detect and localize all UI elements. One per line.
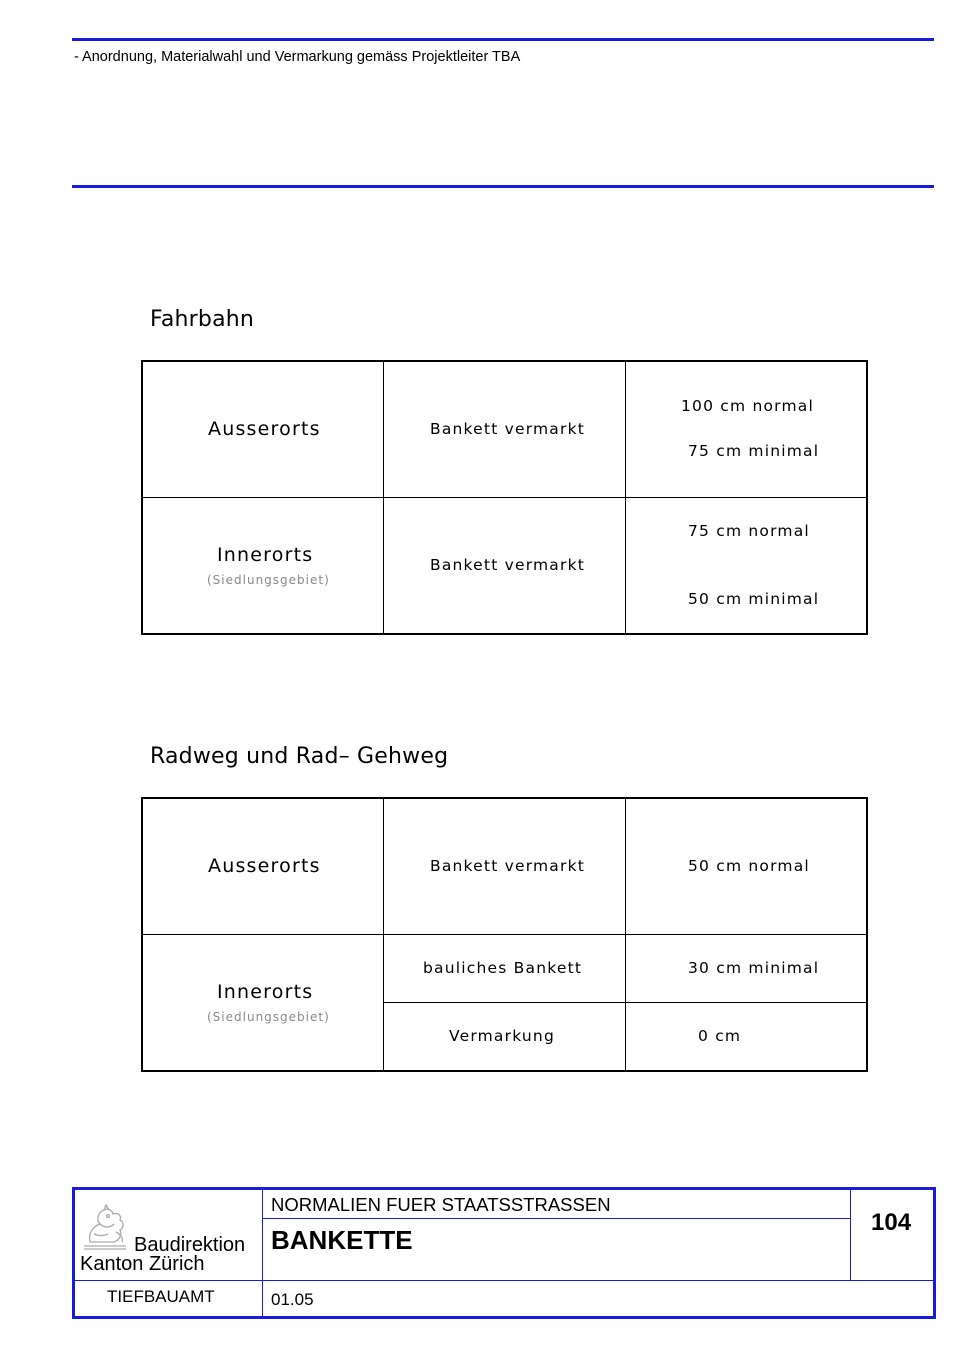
drawing-title: BANKETTE <box>271 1225 413 1255</box>
issue-date: 01.05 <box>271 1290 314 1309</box>
row-divider <box>143 497 866 498</box>
drawing-number: 104 <box>871 1209 912 1236</box>
section-title-radweg: Radweg und Rad– Gehweg <box>150 744 449 769</box>
value-cell: 0 cm <box>698 1027 742 1045</box>
type-cell: Bankett vermarkt <box>430 556 586 574</box>
tb-divider <box>850 1190 851 1280</box>
value-minimal-cell: 50 cm minimal <box>688 590 820 608</box>
row-divider <box>143 934 866 935</box>
type-cell: Vermarkung <box>449 1027 555 1045</box>
header-note: - Anordnung, Materialwahl und Vermarkung gemäss Projektleiter TBA <box>74 49 521 65</box>
lion-crest-icon <box>80 1202 130 1252</box>
location-cell: Innerorts <box>217 544 314 566</box>
location-sub-cell: (Siedlungsgebiet) <box>207 1010 330 1024</box>
radweg-table <box>141 797 868 1072</box>
value-cell: 30 cm minimal <box>688 959 820 977</box>
authority-line1: Baudirektion <box>134 1234 246 1256</box>
location-sub-cell: (Siedlungsgebiet) <box>207 573 330 587</box>
location-cell: Ausserorts <box>208 418 321 440</box>
department: TIEFBAUAMT <box>107 1287 215 1306</box>
location-cell: Ausserorts <box>208 855 321 877</box>
section-title-fahrbahn: Fahrbahn <box>150 307 255 332</box>
sub-row-divider <box>383 1002 866 1003</box>
header-bottom-rule <box>72 185 934 188</box>
authority-line2: Kanton Zürich <box>80 1253 205 1275</box>
tb-divider <box>75 1280 933 1281</box>
title-block <box>72 1187 936 1319</box>
location-cell: Innerorts <box>217 981 314 1003</box>
type-cell: bauliches Bankett <box>423 959 583 977</box>
type-cell: Bankett vermarkt <box>430 420 586 438</box>
series-title: NORMALIEN FUER STAATSSTRASSEN <box>271 1194 611 1215</box>
value-normal-cell: 75 cm normal <box>688 522 810 540</box>
fahrbahn-table <box>141 360 868 635</box>
type-cell: Bankett vermarkt <box>430 857 586 875</box>
tb-divider <box>263 1218 850 1219</box>
value-minimal-cell: 75 cm minimal <box>688 442 820 460</box>
value-cell: 50 cm normal <box>688 857 810 875</box>
tb-divider <box>262 1190 263 1316</box>
value-normal-cell: 100 cm normal <box>681 397 814 415</box>
top-rule <box>72 38 934 41</box>
